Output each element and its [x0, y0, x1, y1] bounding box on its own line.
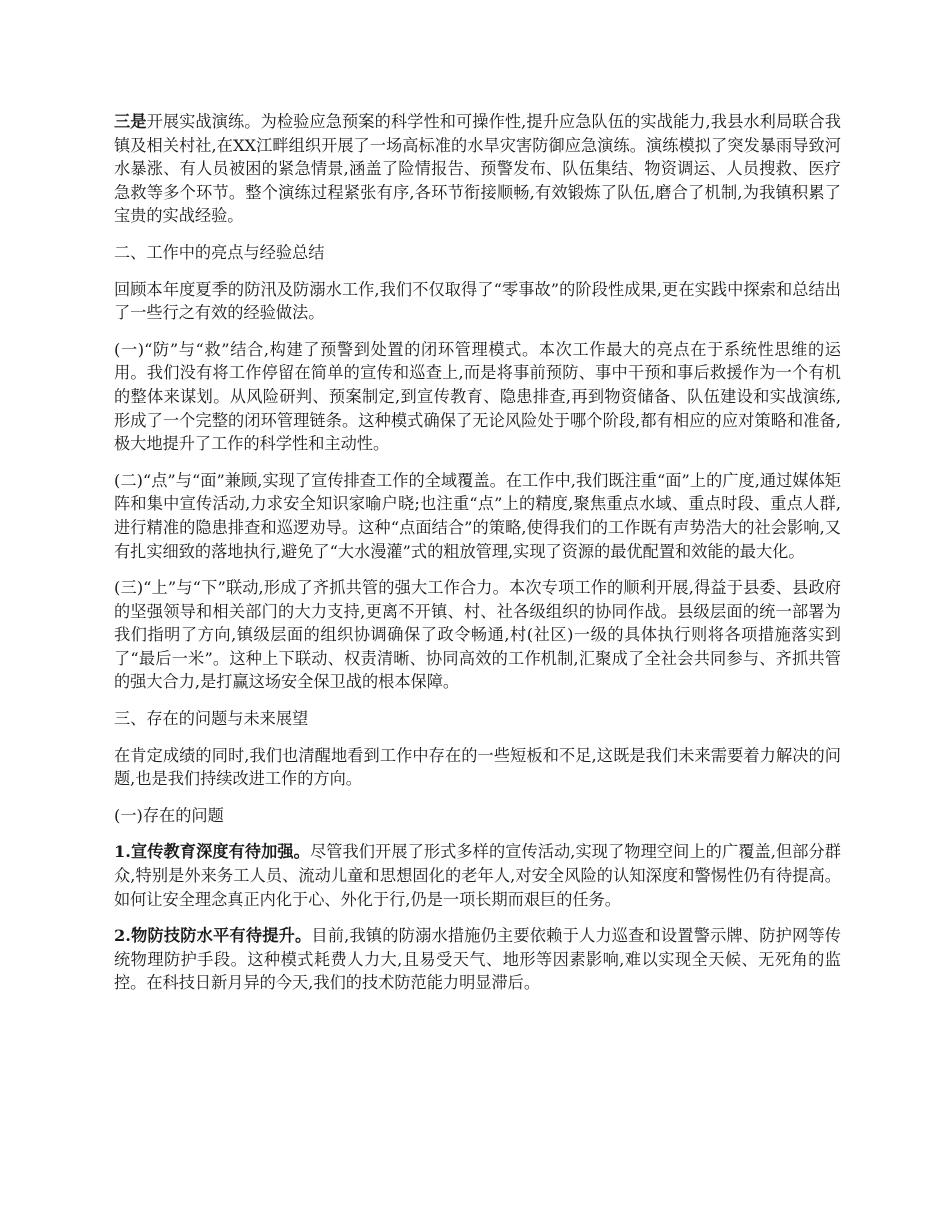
section-heading-problems: 三、存在的问题与未来展望: [114, 709, 309, 729]
paragraph-drill: [114, 110, 841, 228]
subsection-heading-problems: (一)存在的问题: [114, 805, 224, 825]
paragraph-top-bottom: (三)“上”与“下”联动,形成了齐抓共管的强大工作合力。本次专项工作的顺利开展,得益于县委、县政府的坚强领导和相关部门的大力支持,更离不开镇、村、社各级组织的协同作战。县级层面的统一部署为我们指明了方向,镇级层面的组织协调确保了政令畅通,村(社区)一级的具体执行则将各项措施落实到了“最后一米”。这种上下联动、权责清晰、协同高效的工作机制,汇聚成了全社会共同参与、齐抓共管的强大合力,是打赢这场安全保卫战的根本保障。: [114, 578, 841, 692]
document-body: [114, 110, 841, 1008]
paragraph-problem-2: [114, 924, 841, 995]
paragraph-text: 开展实战演练。为检验应急预案的科学性和可操作性,提升应急队伍的实战能力,我县水利局联合我镇及相关村社,在XX江畔组织开展了一场高标准的水旱灾害防御应急演练。演练模拟了突发暴雨导致河水暴涨、有人员被困的紧急情景,涵盖了险情报告、预警发布、队伍集结、物资调运、人员搜救、医疗急救等多个环节。整个演练过程紧张有序,各环节衔接顺畅,有效锻炼了队伍,磨合了机制,为我镇积累了宝贵的实战经验。: [114, 112, 841, 226]
paragraph-point-surface: (二)“点”与“面”兼顾,实现了宣传排查工作的全域覆盖。在工作中,我们既注重“面”上的广度,通过媒体矩阵和集中宣传活动,力求安全知识家喻户晓;也注重“点”上的精度,聚焦重点水域、重点时段、重点人群,进行精准的隐患排查和巡逻劝导。这种“点面结合”的策略,使得我们的工作既有声势浩大的社会影响,又有扎实细致的落地执行,避免了“大水漫灌”式的粗放管理,实现了资源的最优配置和效能的最大化。: [114, 470, 841, 561]
paragraph-problem-1: [114, 840, 841, 911]
paragraph-lead: 三是: [114, 112, 147, 131]
paragraph-problems-intro: 在肯定成绩的同时,我们也清醒地看到工作中存在的一些短板和不足,这既是我们未来需要着力解决的问题,也是我们持续改进工作的方向。: [114, 745, 841, 789]
paragraph-text: 目前,我镇的防溺水措施仍主要依赖于人力巡查和设置警示牌、防护网等传统物理防护手段。这种模式耗费人力大,且易受天气、地形等因素影响,难以实现全天候、无死角的监控。在科技日新月异的今天,我们的技术防范能力明显滞后。: [114, 926, 841, 993]
section-heading-highlights: 二、工作中的亮点与经验总结: [114, 242, 325, 262]
paragraph-review: 回顾本年度夏季的防汛及防溺水工作,我们不仅取得了“零事故”的阶段性成果,更在实践中探索和总结出了一些行之有效的经验做法。: [114, 279, 841, 323]
paragraph-lead: 1.宣传教育深度有待加强。: [114, 842, 310, 862]
paragraph-lead: 2.物防技防水平有待提升。: [114, 926, 312, 946]
paragraph-prevention-rescue: (一)“防”与“救”结合,构建了预警到处置的闭环管理模式。本次工作最大的亮点在于系统性思维的运用。我们没有将工作停留在简单的宣传和巡查上,而是将事前预防、事中干预和事后救援作为一个有机的整体来谋划。从风险研判、预案制定,到宣传教育、隐患排查,再到物资储备、队伍建设和实战演练,形成了一个完整的闭环管理链条。这种模式确保了无论风险处于哪个阶段,都有相应的应对策略和准备,极大地提升了工作的科学性和主动性。: [114, 339, 841, 454]
paragraph-text: 尽管我们开展了形式多样的宣传活动,实现了物理空间上的广覆盖,但部分群众,特别是外来务工人员、流动儿童和思想固化的老年人,对安全风险的认知深度和警惕性仍有待提高。如何让安全理念真正内化于心、外化于行,仍是一项长期而艰巨的任务。: [114, 842, 841, 909]
